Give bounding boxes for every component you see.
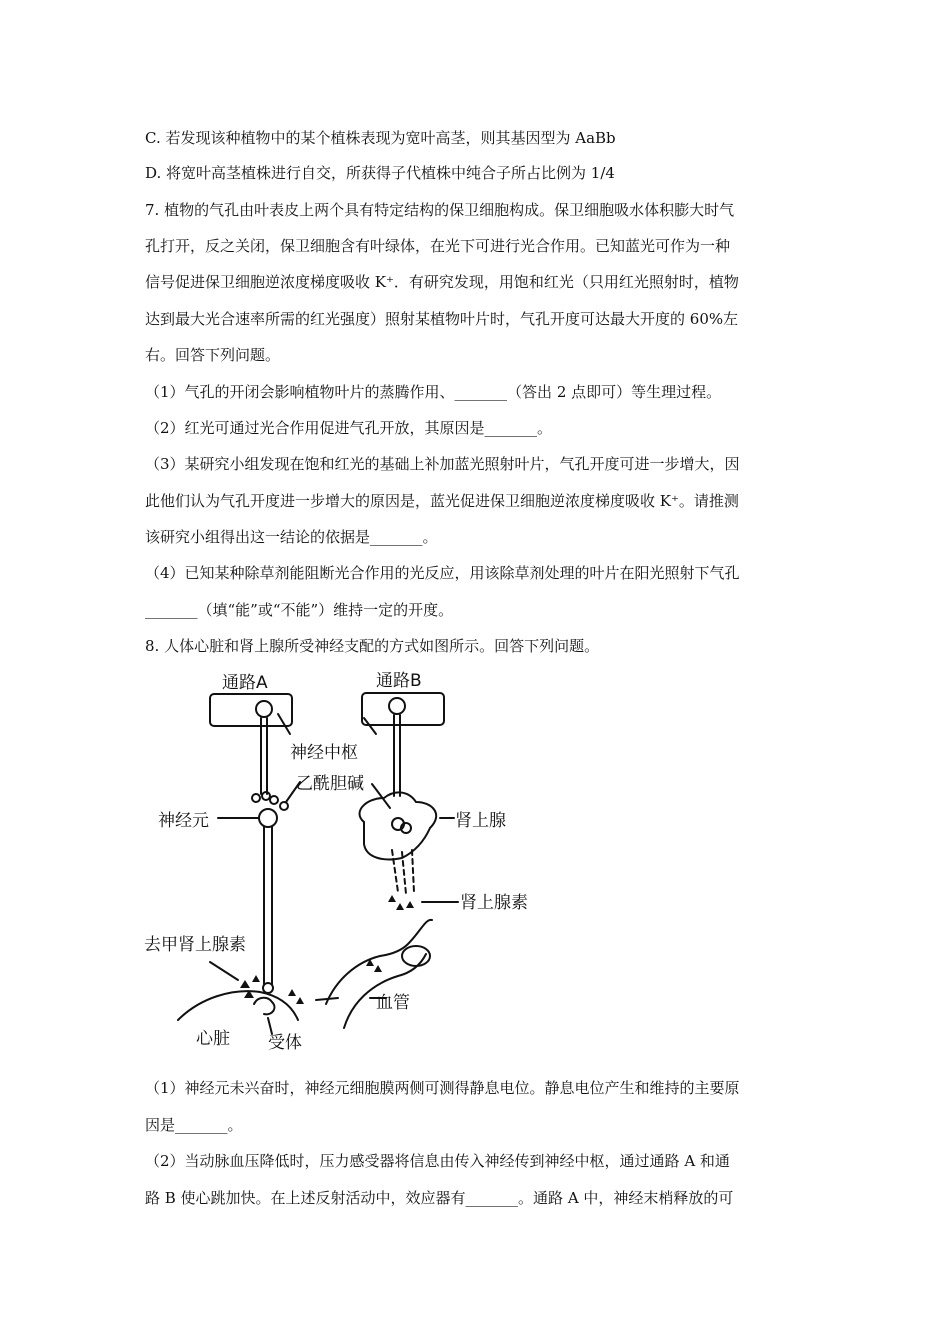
hormone-flow-arrow	[316, 998, 338, 1000]
question-7-sub-2: （2）红光可通过光合作用促进气孔开放，其原因是_______。	[145, 419, 553, 437]
label-heart: 心脏	[196, 1029, 230, 1049]
question-8-sub-1-line-1: （1）神经元未兴奋时，神经元细胞膜两侧可测得静息电位。静息电位产生和维持的主要原	[145, 1079, 740, 1097]
vessel-wall-upper	[326, 920, 432, 1004]
label-norepinephrine: 去甲肾上腺素	[144, 935, 246, 955]
question-7-sub-1: （1）气孔的开闭会影响植物叶片的蒸腾作用、_______（答出 2 点即可）等生理过程。	[145, 383, 722, 401]
adrenal-gland-shape	[360, 792, 437, 859]
label-receptor: 受体	[268, 1033, 302, 1053]
option-c: C. 若发现该种植物中的某个植株表现为宽叶高茎，则其基因型为 AaBb	[145, 129, 616, 147]
molecule-icon	[240, 980, 250, 988]
label-neuron: 神经元	[158, 811, 209, 831]
question-7-line-4: 达到最大光合速率所需的红光强度）照射某植物叶片时，气孔开度可达最大开度的 60%左	[145, 310, 739, 328]
norepinephrine-pointer	[210, 962, 238, 980]
molecule-icon	[288, 989, 296, 996]
label-adrenaline: 肾上腺素	[460, 893, 528, 913]
question-8-sub-2-line-2: 路 B 使心跳加快。在上述反射活动中，效应器有_______。通路 A 中，神经末梢释放的可	[145, 1189, 734, 1207]
label-blood-vessel: 血管	[376, 993, 410, 1013]
question-7-line-1: 7. 植物的气孔由叶表皮上两个具有特定结构的保卫细胞构成。保卫细胞吸水体积膨大时气	[145, 201, 735, 219]
molecule-icon	[406, 901, 414, 908]
question-7-sub-4-line-2: _______（填“能”或“不能”）维持一定的开度。	[145, 601, 454, 619]
question-7-line-3: 信号促进保卫细胞逆浓度梯度吸收 K⁺．有研究发现，用饱和红光（只用红光照射时，植物	[145, 273, 739, 291]
receptor-shape	[254, 998, 274, 1015]
question-7-line-2: 孔打开，反之关闭，保卫细胞含有叶绿体，在光下可进行光合作用。已知蓝光可作为一种	[145, 237, 731, 255]
molecule-icon	[296, 997, 304, 1004]
receptor-pointer	[268, 1018, 272, 1034]
question-7-sub-3-line-1: （3）某研究小组发现在饱和红光的基础上补加蓝光照射叶片，气孔开度可进一步增大，因	[145, 455, 740, 473]
axon-b	[394, 715, 400, 796]
nerve-diagram	[140, 662, 550, 1062]
question-7-sub-3-line-3: 该研究小组得出这一结论的依据是_______。	[145, 528, 438, 546]
molecule-icon	[396, 903, 404, 910]
label-path-b: 通路B	[376, 671, 422, 691]
axon-a-upper	[261, 718, 267, 794]
axon-a-lower	[264, 827, 272, 984]
axon-terminal-icon	[263, 983, 273, 993]
label-adrenal-gland: 肾上腺	[455, 811, 506, 831]
question-7-line-5: 右。回答下列问题。	[145, 346, 281, 364]
nerve-diagram-svg	[140, 662, 550, 1062]
question-8-sub-2-line-1: （2）当动脉血压降低时，压力感受器将信息由传入神经传到神经中枢，通过通路 A 和通	[145, 1152, 730, 1170]
center-pointer-a	[278, 714, 290, 734]
question-7-sub-4-line-1: （4）已知某种除草剂能阻断光合作用的光反应，用该除草剂处理的叶片在阳光照射下气孔	[145, 564, 740, 582]
center-neuron-a-icon	[256, 701, 272, 717]
option-d: D. 将宽叶高茎植株进行自交，所获得子代植株中纯合子所占比例为 1/4	[145, 164, 615, 182]
vesicle-icon	[252, 794, 260, 802]
vesicle-icon	[280, 802, 288, 810]
heart-surface	[178, 991, 298, 1020]
molecule-icon	[388, 895, 396, 902]
question-8-sub-1-line-2: 因是_______。	[145, 1116, 243, 1134]
secretion-arrow-1	[392, 850, 398, 892]
secretion-arrow-3	[412, 850, 414, 892]
question-7-sub-3-line-2: 此他们认为气孔开度进一步增大的原因是，蓝光促进保卫细胞逆浓度梯度吸收 K⁺。请推测	[145, 492, 739, 510]
nerve-center-box-b	[362, 693, 444, 725]
molecule-icon	[374, 965, 382, 972]
center-neuron-b-icon	[389, 698, 405, 714]
neuron-body-icon	[259, 809, 277, 827]
molecule-icon	[252, 975, 260, 982]
label-nerve-center: 神经中枢	[290, 743, 358, 763]
nerve-center-box-a	[210, 694, 292, 726]
question-8-intro: 8. 人体心脏和肾上腺所受神经支配的方式如图所示。回答下列问题。	[145, 637, 600, 655]
vesicle-icon	[270, 796, 278, 804]
label-path-a: 通路A	[222, 673, 268, 693]
label-acetylcholine: 乙酰胆碱	[296, 774, 364, 794]
